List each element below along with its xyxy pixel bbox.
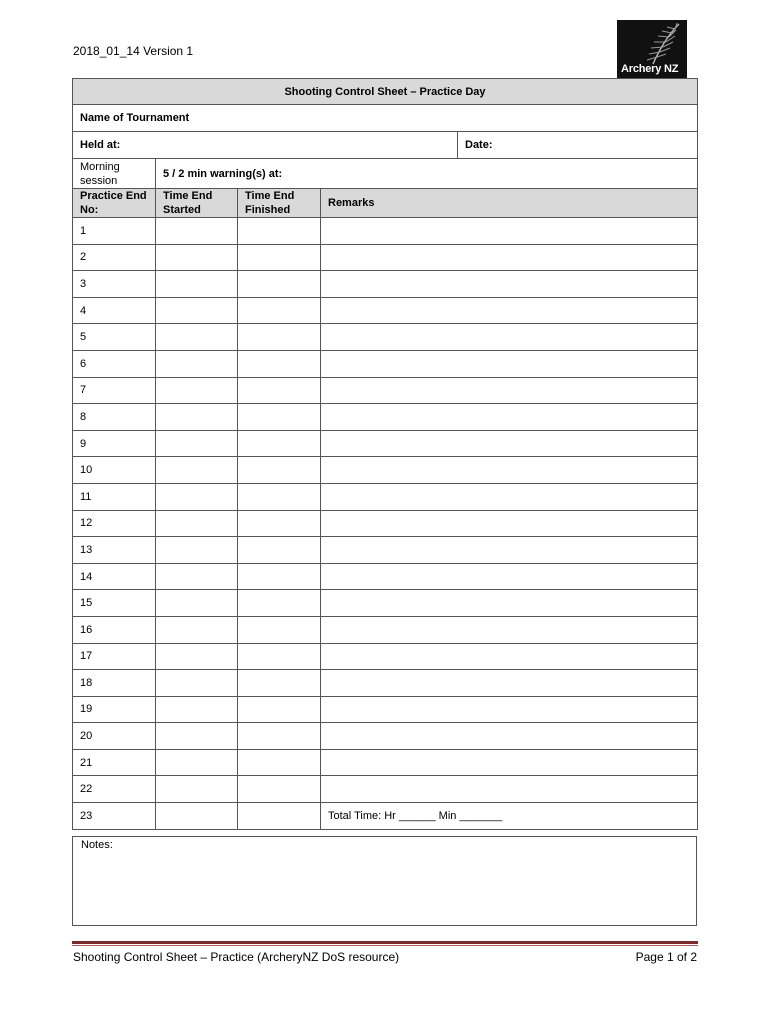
time-finished-cell[interactable] (238, 404, 321, 431)
remarks-cell[interactable] (321, 643, 698, 670)
time-started-cell[interactable] (156, 510, 238, 537)
table-row (73, 377, 698, 404)
time-started-cell[interactable] (156, 670, 238, 697)
end-number: 2 (73, 244, 156, 271)
time-finished-cell[interactable] (238, 510, 321, 537)
end-number: 11 (73, 483, 156, 510)
table-row (73, 457, 698, 484)
time-finished-cell[interactable] (238, 457, 321, 484)
time-started-cell[interactable] (156, 563, 238, 590)
table-row (73, 616, 698, 643)
notes-box[interactable] (72, 836, 697, 926)
end-number: 12 (73, 510, 156, 537)
total-time-cell[interactable]: Total Time: Hr ______ Min _______ (321, 803, 698, 830)
end-number: 16 (73, 616, 156, 643)
end-number: 5 (73, 324, 156, 351)
table-row (73, 510, 698, 537)
end-number: 20 (73, 723, 156, 750)
time-finished-cell[interactable] (238, 776, 321, 803)
remarks-cell[interactable] (321, 483, 698, 510)
time-finished-cell[interactable] (238, 218, 321, 245)
notes-label: Notes: (81, 839, 113, 851)
remarks-cell[interactable] (321, 350, 698, 377)
archery-nz-logo (617, 20, 687, 78)
time-finished-cell[interactable] (238, 244, 321, 271)
table-row (73, 271, 698, 298)
remarks-cell[interactable] (321, 297, 698, 324)
time-started-cell[interactable] (156, 430, 238, 457)
time-started-cell[interactable] (156, 377, 238, 404)
time-finished-cell[interactable] (238, 643, 321, 670)
time-started-cell[interactable] (156, 350, 238, 377)
table-row (73, 723, 698, 750)
remarks-cell[interactable] (321, 670, 698, 697)
table-row (73, 404, 698, 431)
table-row (73, 776, 698, 803)
time-started-cell[interactable] (156, 723, 238, 750)
end-number: 1 (73, 218, 156, 245)
remarks-cell[interactable] (321, 510, 698, 537)
version-label: 2018_01_14 Version 1 (73, 44, 194, 58)
date-field[interactable]: Date: (458, 132, 698, 159)
time-started-cell[interactable] (156, 643, 238, 670)
time-finished-cell[interactable] (238, 670, 321, 697)
time-started-cell[interactable] (156, 616, 238, 643)
remarks-cell[interactable] (321, 563, 698, 590)
end-number: 14 (73, 563, 156, 590)
time-started-cell[interactable] (156, 404, 238, 431)
time-started-cell[interactable] (156, 218, 238, 245)
table-row (73, 244, 698, 271)
end-number: 4 (73, 297, 156, 324)
end-number: 6 (73, 350, 156, 377)
time-finished-cell[interactable] (238, 271, 321, 298)
time-started-cell[interactable] (156, 776, 238, 803)
time-started-cell[interactable] (156, 696, 238, 723)
footer-divider-thin (72, 945, 698, 946)
logo-text: Archery NZ (621, 63, 679, 75)
table-row (73, 749, 698, 776)
table-row (73, 350, 698, 377)
time-finished-cell[interactable] (238, 430, 321, 457)
remarks-cell[interactable] (321, 776, 698, 803)
time-finished-cell[interactable] (238, 537, 321, 564)
remarks-cell[interactable] (321, 404, 698, 431)
end-number: 10 (73, 457, 156, 484)
warning-field[interactable]: 5 / 2 min warning(s) at: (156, 159, 698, 189)
table-row (73, 643, 698, 670)
time-finished-cell[interactable] (238, 297, 321, 324)
time-started-cell[interactable] (156, 590, 238, 617)
table-row (73, 563, 698, 590)
footer-divider (72, 941, 698, 944)
remarks-cell[interactable] (321, 616, 698, 643)
table-row (73, 537, 698, 564)
table-row (73, 483, 698, 510)
table-row (73, 297, 698, 324)
end-number: 22 (73, 776, 156, 803)
time-finished-cell[interactable] (238, 563, 321, 590)
time-finished-cell[interactable] (238, 590, 321, 617)
table-row (73, 803, 698, 830)
end-number: 13 (73, 537, 156, 564)
end-number: 23 (73, 803, 156, 830)
remarks-cell[interactable] (321, 218, 698, 245)
end-number: 18 (73, 670, 156, 697)
held-at-field[interactable]: Held at: (73, 132, 458, 159)
remarks-cell[interactable] (321, 749, 698, 776)
time-started-cell[interactable] (156, 483, 238, 510)
remarks-cell[interactable] (321, 696, 698, 723)
footer-title: Shooting Control Sheet – Practice (ArcheryNZ DoS resource) (73, 950, 400, 964)
time-finished-cell[interactable] (238, 377, 321, 404)
col-practice-end: Practice End No: (73, 189, 156, 218)
remarks-cell[interactable] (321, 723, 698, 750)
time-started-cell[interactable] (156, 537, 238, 564)
form-title: Shooting Control Sheet – Practice Day (73, 79, 698, 105)
time-started-cell[interactable] (156, 749, 238, 776)
time-started-cell[interactable] (156, 297, 238, 324)
col-time-finished: Time End Finished (238, 189, 321, 218)
page-number: Page 1 of 2 (635, 950, 697, 964)
table-row (73, 324, 698, 351)
end-number: 3 (73, 271, 156, 298)
time-finished-cell[interactable] (238, 749, 321, 776)
time-finished-cell[interactable] (238, 723, 321, 750)
remarks-cell[interactable] (321, 377, 698, 404)
col-remarks: Remarks (321, 189, 698, 218)
end-number: 19 (73, 696, 156, 723)
table-row (73, 670, 698, 697)
remarks-cell[interactable] (321, 324, 698, 351)
time-started-cell[interactable] (156, 271, 238, 298)
remarks-cell[interactable] (321, 271, 698, 298)
end-number: 9 (73, 430, 156, 457)
table-row (73, 430, 698, 457)
shooting-control-table (72, 78, 698, 830)
time-finished-cell[interactable] (238, 483, 321, 510)
time-started-cell[interactable] (156, 244, 238, 271)
table-row (73, 218, 698, 245)
remarks-cell[interactable] (321, 430, 698, 457)
tournament-name-field[interactable]: Name of Tournament (73, 105, 698, 132)
session-label: Morning session (73, 159, 156, 189)
remarks-cell[interactable] (321, 590, 698, 617)
time-started-cell[interactable] (156, 324, 238, 351)
time-started-cell[interactable] (156, 803, 238, 830)
remarks-cell[interactable] (321, 457, 698, 484)
table-row (73, 590, 698, 617)
time-finished-cell[interactable] (238, 350, 321, 377)
time-finished-cell[interactable] (238, 616, 321, 643)
end-number: 17 (73, 643, 156, 670)
end-number: 8 (73, 404, 156, 431)
col-time-started: Time End Started (156, 189, 238, 218)
remarks-cell[interactable] (321, 244, 698, 271)
end-number: 21 (73, 749, 156, 776)
remarks-cell[interactable] (321, 537, 698, 564)
end-number: 7 (73, 377, 156, 404)
time-finished-cell[interactable] (238, 324, 321, 351)
table-row (73, 696, 698, 723)
time-finished-cell[interactable] (238, 803, 321, 830)
time-finished-cell[interactable] (238, 696, 321, 723)
time-started-cell[interactable] (156, 457, 238, 484)
end-number: 15 (73, 590, 156, 617)
